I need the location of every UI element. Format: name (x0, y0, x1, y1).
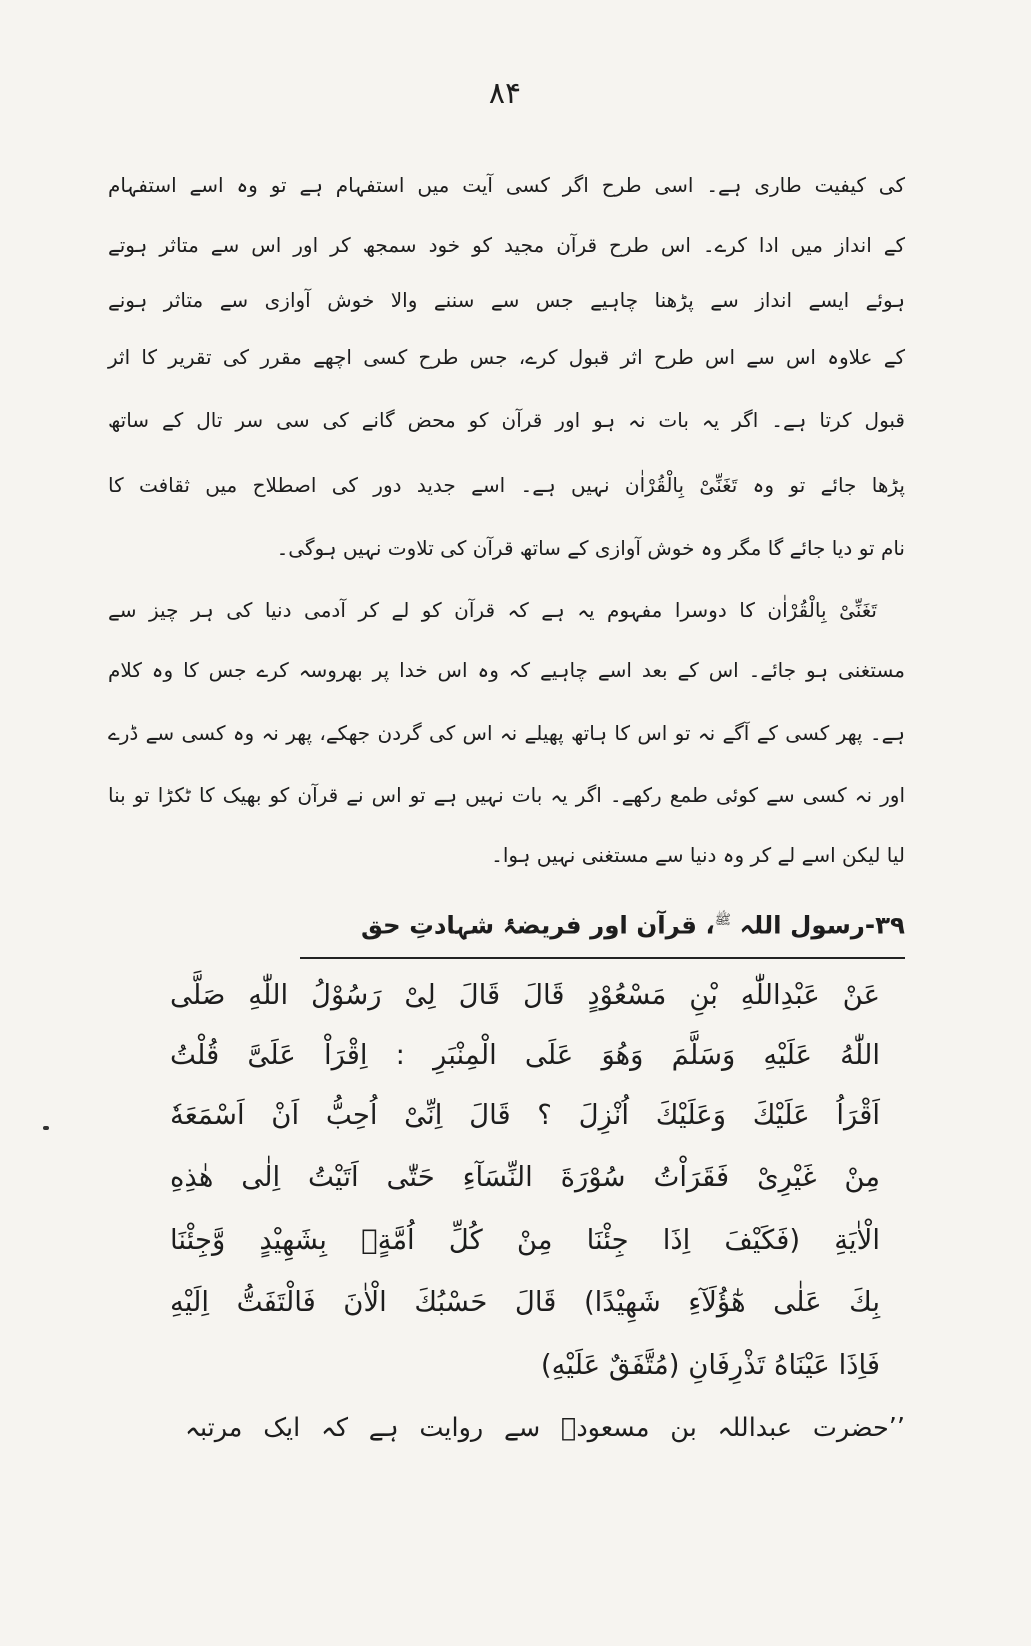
hadith-line: مِنْ غَيْرِیْ فَقَرَاْتُ سُوْرَةَ النِّسَآءِ حَتّٰى اَتَيْتُ اِلٰى هٰذِهِ (170, 1161, 880, 1193)
body-line: مستغنی ہو جائے۔ اس کے بعد اسے چاہیے کہ وہ اس خدا پر بھروسہ کرے جس کا وہ کلام (108, 658, 905, 682)
body-line: کی کیفیت طاری ہے۔ اسی طرح اگر کسی آیت میں استفہام ہے تو وہ اسے استفہام (108, 173, 905, 197)
hadith-line: عَنْ عَبْدِاللّٰهِ بْنِ مَسْعُوْدٍ قَالَ قَالَ لِیْ رَسُوْلُ اللّٰهِ صَلَّى (170, 979, 880, 1011)
body-line: ہے۔ پھر کسی کے آگے نہ تو اس کا ہاتھ پھیلے نہ اس کی گردن جھکے، پھر نہ وہ کسی سے ڈرے (108, 721, 905, 745)
hadith-line: الْاٰيَةِ (فَكَيْفَ اِذَا جِئْنَا مِنْ كُلِّ اُمَّةٍۢ بِشَهِيْدٍ وَّجِئْنَا (170, 1224, 880, 1256)
scan-speck (43, 1126, 49, 1130)
body-line: پڑھا جائے تو وہ تَغَنِّیْ بِالْقُرْاٰن نہیں ہے۔ اسے جدید دور کی اصطلاح میں ثقافت کا (108, 473, 905, 497)
salutation-honorific: ﷺ (714, 912, 732, 928)
section-title-end: ، قرآن اور فریضۂ شہادتِ حق (360, 910, 715, 940)
translation-line: ’’حضرت عبداللہ بن مسعودؓ سے روایت ہے کہ ایک مرتبہ (185, 1413, 905, 1443)
hadith-line: اللّٰهُ عَلَيْهِ وَسَلَّمَ وَهُوَ عَلَى الْمِنْبَرِ : اِقْرَاْ عَلَیَّ قُلْتُ (170, 1039, 880, 1071)
section-heading (345, 893, 905, 947)
body-line: کے انداز میں ادا کرے۔ اس طرح قرآن مجید کو خود سمجھ کر اور اس سے متاثر ہوتے (108, 233, 905, 257)
hadith-line-end: فَاِذَا عَيْنَاهُ تَذْرِفَانِ (مُتَّفَقٌ عَلَيْهِ) (540, 1349, 880, 1381)
page-number: ۸۴ (488, 76, 522, 111)
body-line: ہوئے ایسے انداز سے پڑھنا چاہیے جس سے سننے والا خوش آوازی سے متاثر ہونے (108, 288, 905, 312)
hadith-line: اَقْرَاُ عَلَيْكَ وَعَلَيْكَ اُنْزِلَ ؟ قَالَ اِنِّیْ اُحِبُّ اَنْ اَسْمَعَهٗ (170, 1099, 880, 1131)
body-line-paragraph-end: نام تو دیا جائے گا مگر وہ خوش آوازی کے ساتھ قرآن کی تلاوت نہیں ہوگی۔ (276, 536, 905, 560)
body-line: قبول کرتا ہے۔ اگر یہ بات نہ ہو اور قرآن کو محض گانے کی سی سر تال کے ساتھ (108, 408, 905, 432)
heading-underline (300, 957, 905, 959)
body-line: اور نہ کسی سے کوئی طمع رکھے۔ اگر یہ بات نہیں ہے تو اس نے قرآن کو بھیک کا ٹکڑا تو بنا (108, 783, 905, 807)
section-title-start: رسول اللہ (739, 910, 865, 940)
hadith-line: بِكَ عَلٰى هٰٓؤُلَآءِ شَهِيْدًا) قَالَ حَسْبُكَ الْاٰنَ فَالْتَفَتُّ اِلَيْهِ (170, 1286, 880, 1318)
body-line-paragraph-end: لیا لیکن اسے لے کر وہ دنیا سے مستغنی نہیں ہوا۔ (491, 843, 905, 867)
body-line: کے علاوہ اس سے اس طرح اثر قبول کرے، جس طرح کسی اچھے مقرر کی تقریر کا اثر (108, 345, 905, 369)
section-number: ۳۹- (864, 910, 905, 940)
body-line-paragraph-start: تَغَنِّیْ بِالْقُرْاٰن کا دوسرا مفہوم یہ ہے کہ قرآن کو لے کر آدمی دنیا کی ہر چیز سے (108, 598, 877, 622)
